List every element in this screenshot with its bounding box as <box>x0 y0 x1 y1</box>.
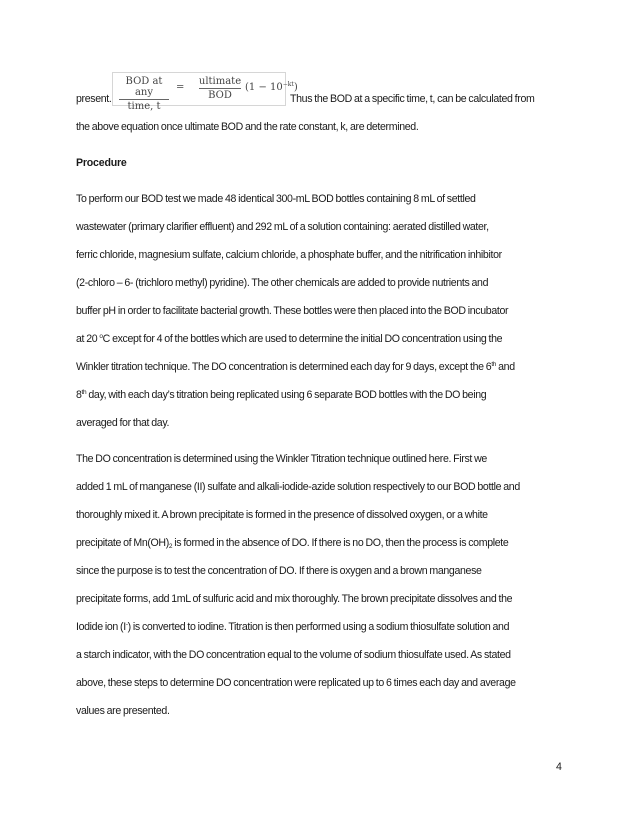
equation-rhs-den: BOD <box>208 90 232 101</box>
superscript-minus: - <box>125 621 128 628</box>
equation-rhs-num: ultimate <box>198 76 242 87</box>
p1-line-6-b: C except for 4 of the bottles which are used to determine the initial DO concentration using the <box>102 333 503 345</box>
p1-line-6 <box>76 333 566 346</box>
equation-tail-close: ) <box>293 82 298 93</box>
p1-line-4: (2-chloro – 6- (trichloro methyl) pyridine). The other chemicals are added to provide nutrients and <box>76 277 489 289</box>
p2-line-9: above, these steps to determine DO concentration were replicated up to 6 times each day and average <box>76 677 516 689</box>
equation-rhs <box>197 76 243 101</box>
p1-line-7-a: Winkler titration technique. The DO concentration is determined each day for 9 days, except the 6 <box>76 361 492 373</box>
equation-exponent: −kt <box>282 81 294 88</box>
p1-line-5: buffer pH in order to facilitate bacterial growth. These bottles were then placed into the BOD incubator <box>76 305 509 317</box>
p1-line-7 <box>76 361 566 374</box>
p2-line-1: The DO concentration is determined using the Winkler Titration technique outlined here. First we <box>76 453 487 465</box>
p1-line-8-b: day, with each day’s titration being replicated using 6 separate BOD bottles with the DO being <box>86 389 487 401</box>
page-number: 4 <box>556 761 562 773</box>
equation-equals: = <box>176 82 185 93</box>
intro-thus-text: Thus the BOD at a specific time, t, can be calculated from <box>290 93 535 105</box>
p1-line-7-b: and <box>496 361 515 373</box>
subscript-2: 2 <box>168 543 173 550</box>
p2-line-5: since the purpose is to test the concentration of DO. If there is oxygen and a brown manganese <box>76 565 482 577</box>
equation-fraction-bar <box>119 99 169 100</box>
p1-line-6-a: at 20 <box>76 333 100 345</box>
p2-line-7-a: Iodide ion (I <box>76 621 126 633</box>
p2-line-8: a starch indicator, with the DO concentration equal to the volume of sodium thiosulfate used. As stated <box>76 649 511 661</box>
intro-present-word: present. <box>76 93 112 105</box>
p2-line-4 <box>76 537 566 550</box>
p2-line-4-a: precipitate of Mn(OH) <box>76 537 169 549</box>
p2-line-2: added 1 mL of manganese (II) sulfate and alkali-iodide-azide solution respectively to our BOD bottle and <box>76 481 520 493</box>
p1-line-3: ferric chloride, magnesium sulfate, calcium chloride, a phosphate buffer, and the nitrification inhibitor <box>76 249 502 261</box>
equation-tail-open: (1 − 10 <box>245 82 283 93</box>
p2-line-7-b: ) is converted to iodine. Titration is then performed using a sodium thiosulfate solution and <box>127 621 510 633</box>
p2-line-3: thoroughly mixed it. A brown precipitate is formed in the presence of dissolved oxygen, or a white <box>76 509 488 521</box>
p2-line-4-b: is formed in the absence of DO. If there is no DO, then the process is complete <box>172 537 509 549</box>
equation-tail <box>245 82 298 93</box>
p2-line-7 <box>76 621 566 634</box>
ordinal-sup-2: th <box>81 389 87 396</box>
p1-line-8-a: 8 <box>76 389 82 401</box>
p1-line-1: To perform our BOD test we made 48 identical 300-mL BOD bottles containing 8 mL of settled <box>76 193 476 205</box>
p2-line-10: values are presented. <box>76 705 170 717</box>
intro-line-2: the above equation once ultimate BOD and the rate constant, k, are determined. <box>76 121 419 133</box>
equation-lhs-line1: BOD at any <box>125 76 163 98</box>
equation-lhs <box>117 76 171 112</box>
procedure-heading: Procedure <box>76 157 127 169</box>
ordinal-sup: th <box>491 361 497 368</box>
p1-line-8 <box>76 389 566 402</box>
p1-line-9: averaged for that day. <box>76 417 170 429</box>
bod-equation <box>112 72 298 112</box>
equation-lhs-line2: time, t <box>127 101 161 112</box>
equation-fraction-bar-2 <box>199 88 241 89</box>
p1-line-2: wastewater (primary clarifier effluent) and 292 mL of a solution containing: aerated distilled water, <box>76 221 489 233</box>
p2-line-6: precipitate forms, add 1mL of sulfuric acid and mix thoroughly. The brown precipitate dissolves and the <box>76 593 513 605</box>
degree-symbol: o <box>99 333 103 340</box>
